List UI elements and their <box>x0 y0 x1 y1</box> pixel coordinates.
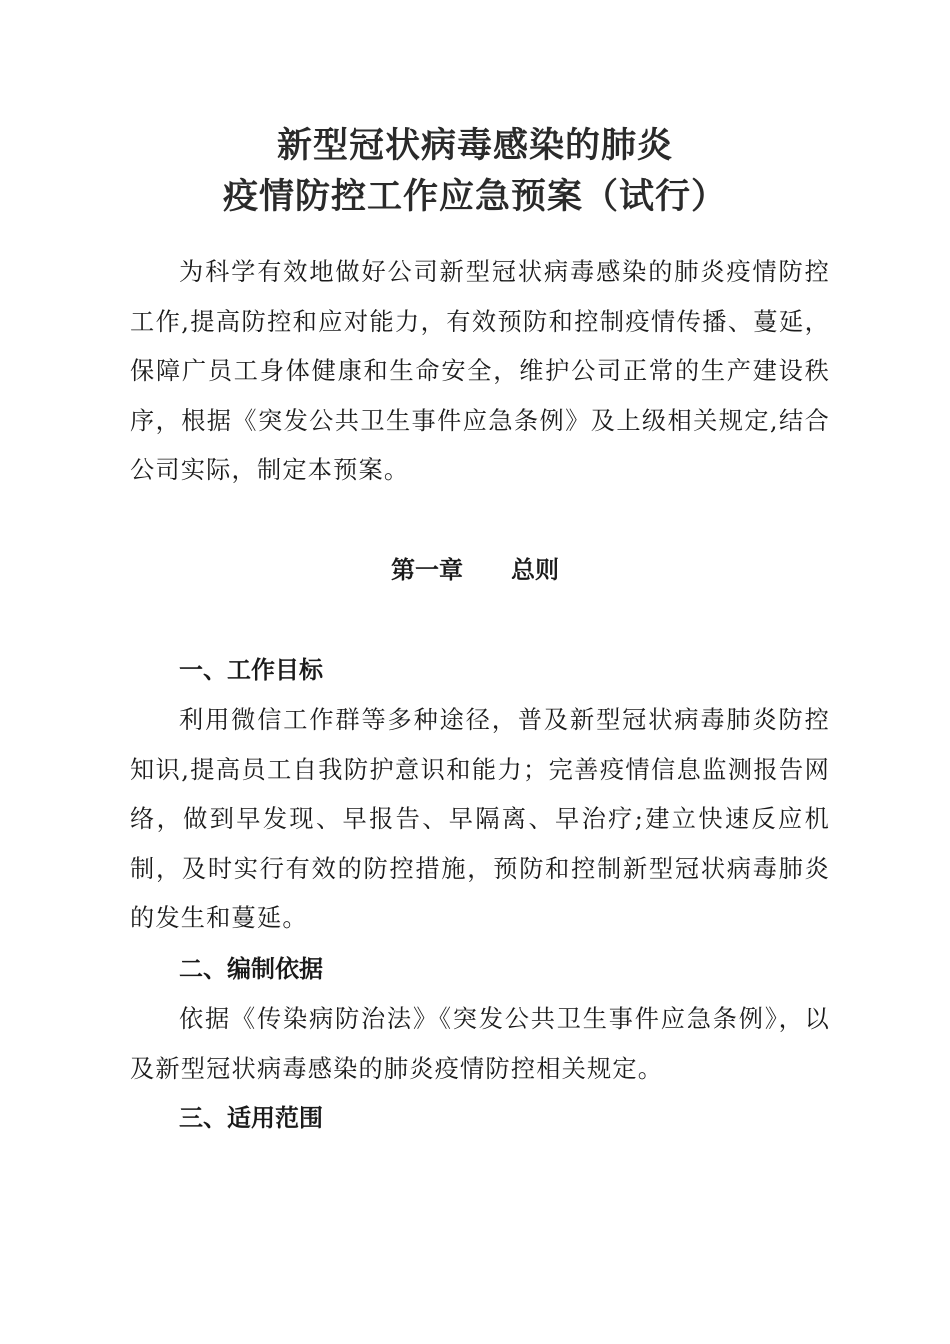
section-body-basis: 依据《传染病防治法》《突发公共卫生事件应急条例》，以及新型冠状病毒感染的肺炎疫情防控相关规定。 <box>130 1005 830 1083</box>
section-heading-work-goal: 一、工作目标 <box>179 656 323 684</box>
section-body-work-goal: 利用微信工作群等多种途径，普及新型冠状病毒肺炎防控知识,提高员工自我防护意识和能力；完善疫情信息监测报告网络，做到早发现、早报告、早隔离、早治疗;建立快速反应机制，及时实行有效的防控措施，预防和控制新型冠状病毒肺炎的发生和蔓延。 <box>130 706 830 933</box>
document-title-line-1: 新型冠状病毒感染的肺炎 <box>276 126 673 166</box>
section-heading-scope: 三、适用范围 <box>179 1104 323 1132</box>
intro-paragraph: 为科学有效地做好公司新型冠状病毒感染的肺炎疫情防控工作,提高防控和应对能力，有效预防和控制疫情传播、蔓延，保障广员工身体健康和生命安全，维护公司正常的生产建设秩序，根据《突发公共卫生事件应急条例》及上级相关规定,结合公司实际，制定本预案。 <box>130 258 830 485</box>
document-title-line-2: 疫情防控工作应急预案（试行） <box>222 177 727 217</box>
chapter-heading: 第一章 总则 <box>391 556 559 584</box>
section-heading-basis: 二、编制依据 <box>179 955 323 983</box>
